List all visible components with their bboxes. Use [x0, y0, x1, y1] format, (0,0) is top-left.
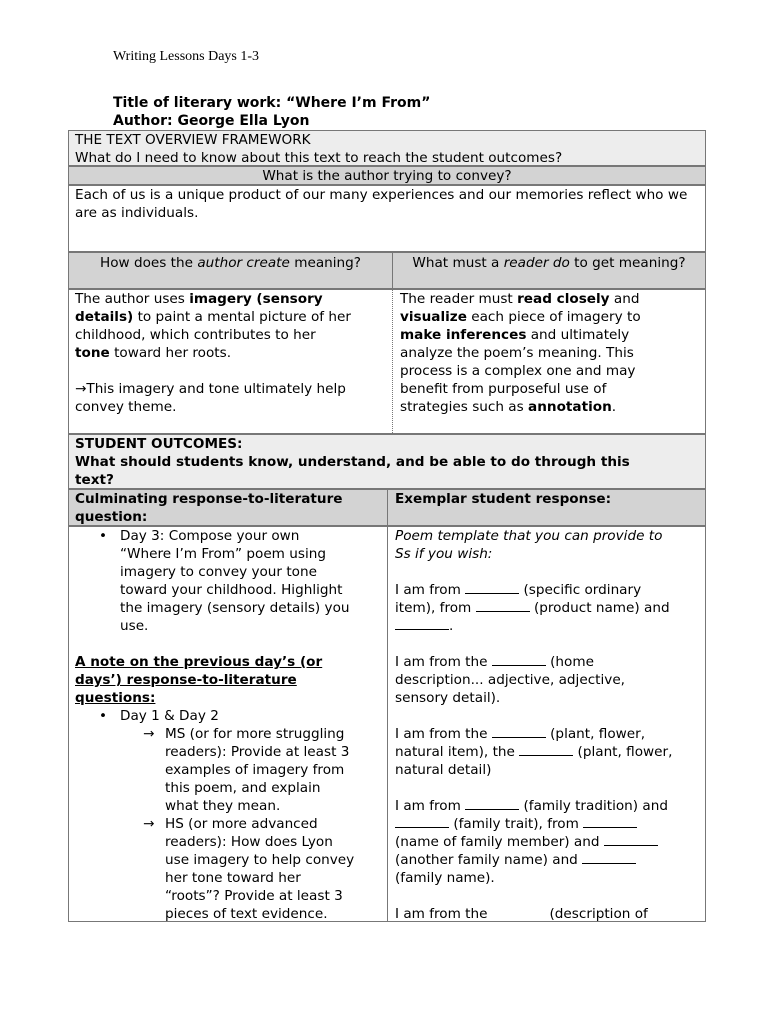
exemplar-response-header: Exemplar student response:: [395, 491, 612, 507]
outcomes-question-line2: text?: [75, 472, 114, 488]
bullet-icon: •: [99, 708, 108, 724]
convey-question: What is the author trying to convey?: [262, 168, 512, 184]
convey-answer-cell: [68, 185, 706, 252]
reader-do-text: The reader must read closely and visualize each piece of imagery to make inferences and ultimately analyze the poem’s meaning. This process is a complex one and may benefit from purposeful use of strategies such as annotation.: [400, 291, 641, 415]
outcomes-question-line1: What should students know, understand, and be able to do through this: [75, 454, 630, 470]
template-stanza-5: I am from the (description of: [395, 906, 648, 922]
response-header-divider: [387, 490, 388, 527]
response-header-row: [68, 489, 706, 526]
framework-question: What do I need to know about this text to reach the student outcomes?: [75, 150, 563, 166]
template-stanza-4: I am from (family tradition) and (family trait), from (name of family member) and (another family name) and (family name).: [395, 798, 668, 886]
hs-prompt: HS (or more advanced readers): How does Lyon use imagery to help convey her tone toward her “roots”? Provide at least 3 pieces of text evidence.: [165, 816, 355, 922]
arrow-right-icon: →: [143, 816, 155, 832]
outcomes-heading: STUDENT OUTCOMES:: [75, 436, 243, 452]
framework-heading: THE TEXT OVERVIEW FRAMEWORK: [75, 132, 311, 148]
student-outcomes-cell: [68, 434, 706, 489]
exemplar-response-body: [395, 527, 672, 922]
ms-prompt: MS (or for more struggling readers): Provide at least 3 examples of imagery from this poem, and explain what they mean.: [165, 726, 350, 814]
bullet-icon: •: [99, 528, 108, 544]
response-body-divider: [387, 527, 388, 922]
response-body-row: [68, 526, 706, 922]
culminating-question-body: [75, 527, 385, 922]
convey-answer: Each of us is a unique product of our many experiences and our memories reflect who we are as individuals.: [75, 187, 688, 221]
meaning-body-divider: [392, 290, 393, 435]
arrow-right-icon: →: [143, 726, 155, 742]
template-stanza-1: I am from (specific ordinary item), from (product name) and .: [395, 582, 670, 634]
previous-day-note-heading: A note on the previous day’s (or days’) response-to-literature questions:: [75, 654, 323, 706]
day3-prompt: Day 3: Compose your own “Where I’m From” poem using imagery to convey your tone toward your childhood. Highlight the imagery (sensory details) you use.: [120, 528, 350, 634]
reader-do-header: What must a reader do to get meaning?: [412, 255, 686, 271]
culminating-question-header: Culminating response-to-literature question:: [75, 491, 343, 525]
template-stanza-3: I am from the (plant, flower, natural item), the (plant, flower, natural detail): [395, 726, 673, 778]
template-stanza-2: I am from the (home description... adjective, adjective, sensory detail).: [395, 654, 626, 706]
day12-label: Day 1 & Day 2: [120, 708, 219, 724]
meaning-header-row: [68, 252, 706, 289]
convey-question-cell: [68, 166, 706, 185]
template-intro: Poem template that you can provide to Ss if you wish:: [395, 528, 663, 562]
literary-work-author: Author: George Ella Lyon: [113, 113, 310, 129]
author-create-header: How does the author create meaning?: [99, 255, 361, 271]
literary-work-title: Title of literary work: “Where I’m From”: [113, 95, 431, 111]
meaning-body-row: [68, 289, 706, 434]
framework-heading-cell: [68, 130, 706, 166]
author-create-text: The author uses imagery (sensory details) to paint a mental picture of her childhood, which contributes to her tone toward her roots. →This imagery and tone ultimately help convey theme.: [75, 291, 351, 415]
page-header: Writing Lessons Days 1-3: [113, 49, 260, 64]
